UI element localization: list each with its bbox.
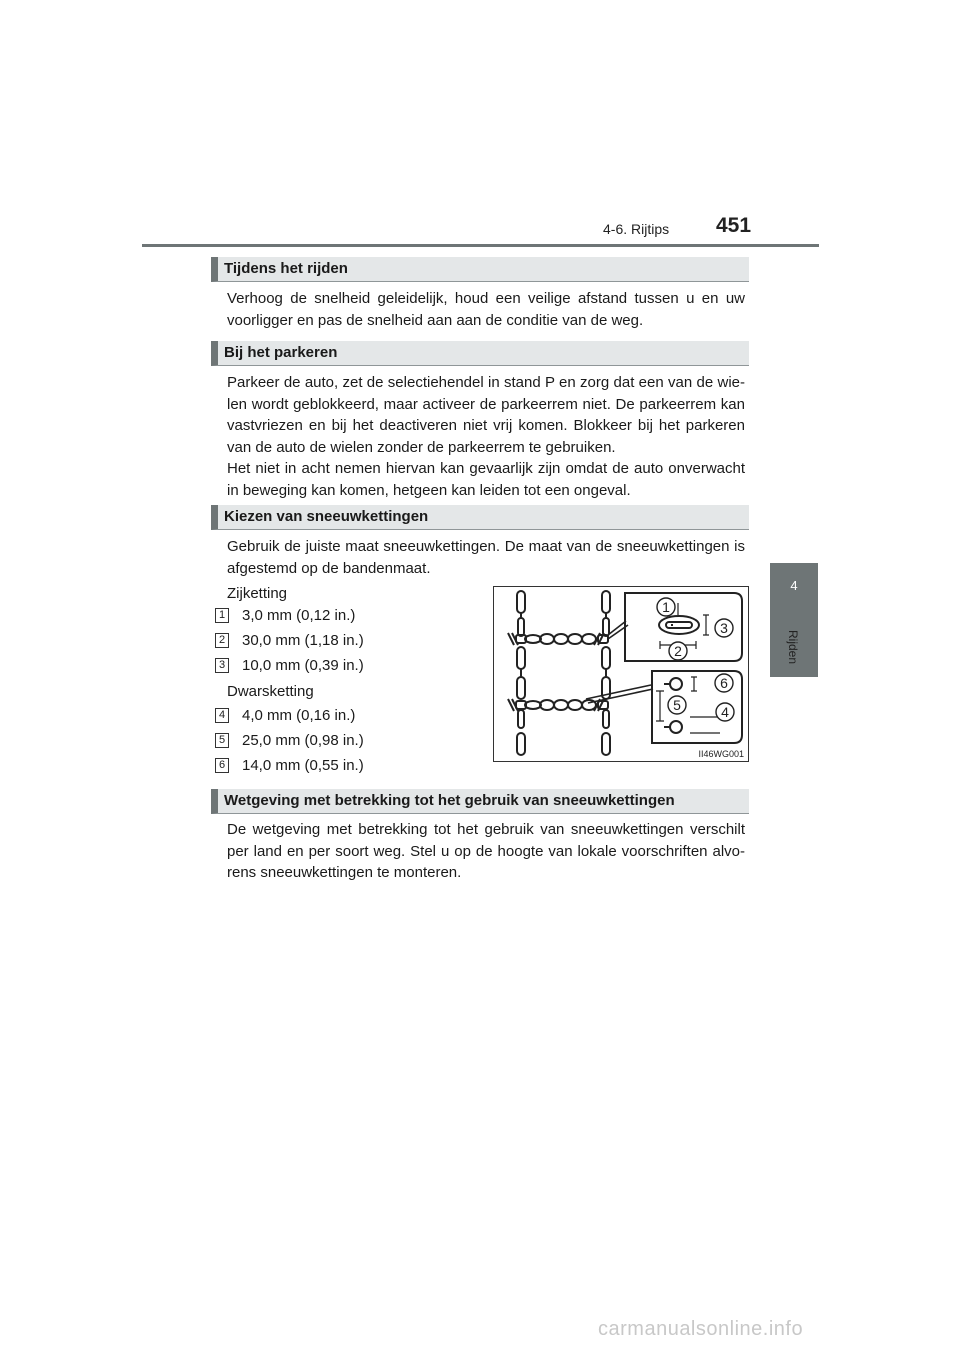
side-chain-left (517, 591, 525, 755)
svg-text:2: 2 (674, 643, 682, 659)
snow-chain-figure (493, 586, 749, 762)
section-heading-wetgeving: Wetgeving met betrekking tot het gebruik van sneeuwkettingen (211, 789, 749, 814)
callout-badge-5: 5 (215, 733, 229, 748)
figure-callout-1 (657, 598, 675, 616)
callout-badge-2: 2 (215, 633, 229, 648)
spec-value: 10,0 mm (0,39 in.) (242, 657, 364, 674)
watermark: carmanualsonline.info (598, 1318, 804, 1340)
header-section-title: 4-6. Rijtips (603, 221, 670, 237)
figure-callout-3 (715, 619, 733, 637)
figure-code: II46WG001 (698, 749, 744, 759)
spec-value: 4,0 mm (0,16 in.) (242, 707, 356, 724)
paragraph: De wetgeving met betrekking tot het gebruik van sneeuwkettingen verschilt per land en per soort weg. Stel u op de hoogte van lokale voorschriften alvo-rens sneeuwkettingen te monteren. (227, 821, 745, 881)
cross-chain-bottom (508, 699, 608, 711)
section-heading-tijdens-rijden: Tijdens het rijden (211, 257, 749, 282)
figure-callout-6 (715, 674, 733, 692)
callout-badge-1: 1 (215, 608, 229, 623)
figure-callout-5 (668, 696, 686, 714)
cross-chain-top (508, 633, 608, 645)
paragraph: Parkeer de auto, zet de selectiehendel in stand P en zorg dat een van de wie-len wordt geblokkeerd, maar activeer de parkeerrem niet. De parkeerrem kan vastvriezen en bij het deactiveren niet vrij komen. Blokkeer bij het parkeren van de auto de wielen zonder de parkeerrem te gebruiken. (227, 374, 745, 456)
side-chain-right (602, 591, 610, 755)
svg-text:6: 6 (720, 675, 728, 691)
callout-badge-3: 3 (215, 658, 229, 673)
svg-text:3: 3 (720, 620, 728, 636)
chapter-tab-number: 4 (790, 578, 798, 593)
paragraph: Verhoog de snelheid geleidelijk, houd een veilige afstand tussen u en uw voorligger en pas de snelheid aan aan de conditie van de weg. (227, 290, 745, 329)
spec-value: 25,0 mm (0,98 in.) (242, 732, 364, 749)
header-rule (142, 244, 819, 247)
paragraph: Het niet in acht nemen hiervan kan gevaarlijk zijn omdat de auto onverwacht in beweging kan komen, hetgeen kan leiden tot een ongeval. (227, 460, 745, 499)
svg-text:1: 1 (662, 599, 670, 615)
paragraph: Gebruik de juiste maat sneeuwkettingen. De maat van de sneeuwkettingen is afgestemd op de bandenmaat. (227, 538, 745, 577)
figure-callout-4 (716, 703, 734, 721)
figure-callout-2 (669, 642, 687, 660)
chapter-tab-label: Rijden (786, 630, 800, 665)
group-label-zijketting: Zijketting (227, 585, 288, 602)
svg-text:5: 5 (673, 697, 681, 713)
group-label-dwarsketting: Dwarsketting (227, 683, 314, 700)
section-heading-kiezen-sneeuwkettingen: Kiezen van sneeuwkettingen (211, 505, 749, 530)
spec-value: 30,0 mm (1,18 in.) (242, 632, 364, 649)
svg-text:4: 4 (721, 704, 729, 720)
page-number: 451 (716, 214, 752, 237)
snow-chain-diagram (494, 587, 748, 761)
callout-badge-4: 4 (215, 708, 229, 723)
callout-badge-6: 6 (215, 758, 229, 773)
spec-value: 14,0 mm (0,55 in.) (242, 757, 364, 774)
spec-value: 3,0 mm (0,12 in.) (242, 607, 356, 624)
section-heading-bij-parkeren: Bij het parkeren (211, 341, 749, 366)
